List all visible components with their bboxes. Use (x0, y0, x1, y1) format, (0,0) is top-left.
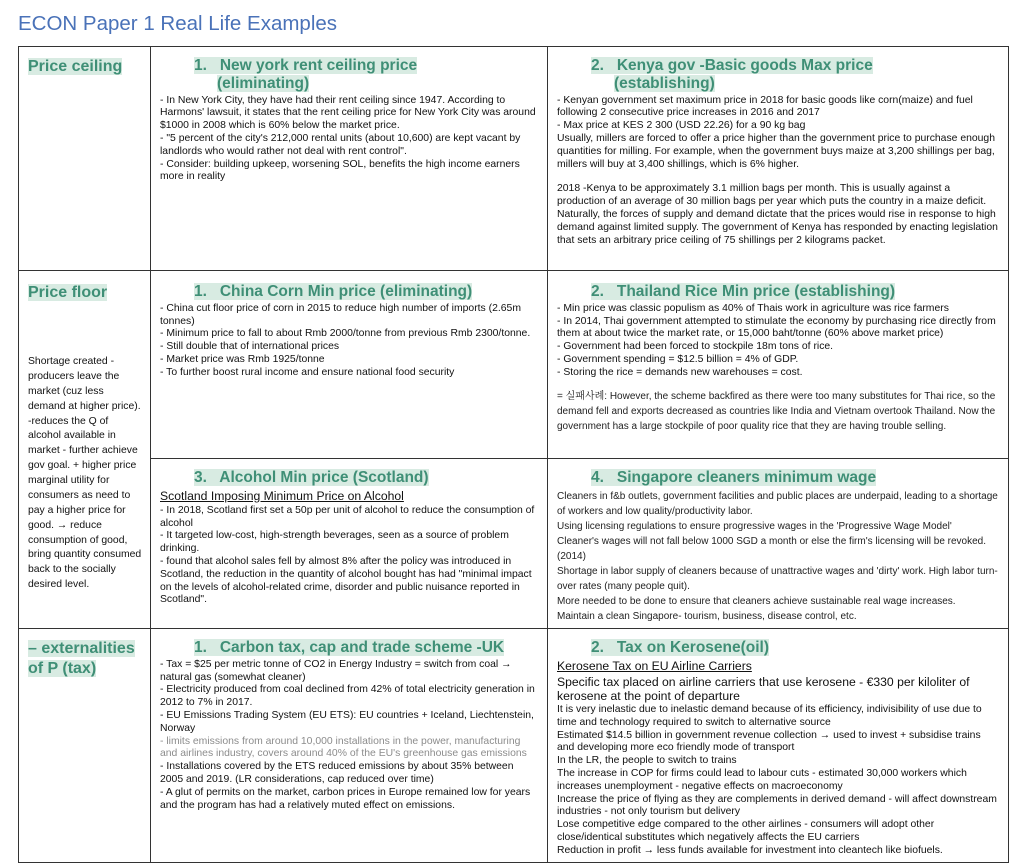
example-line: - Kenyan government set maximum price in 2018 for basic goods like corn(maize) and fuel following 2 consecutive price increases in 2016 and 2017 (557, 94, 973, 119)
example-title: 1. New york rent ceiling price (eliminating) (194, 57, 418, 92)
example-line: More needed to be done to ensure that cleaners achieve sustainable real wage increases. (557, 595, 956, 607)
example-line: - EU Emissions Trading System (EU ETS): EU countries + Iceland, Liechtenstein, Norway (160, 710, 534, 734)
example-line: - Market price was Rmb 1925/tonne (160, 354, 325, 365)
example-subtitle: Scotland Imposing Minimum Price on Alcohol (160, 488, 404, 503)
row-label-cell (19, 629, 151, 863)
example-line: Maintain a clean Singapore- tourism, business, disease control, etc. (557, 610, 857, 622)
example-line: 2018 -Kenya to be approximately 3.1 million bags per month. This is usually against a production of an average of 30 million bags per year which puts the country in a maize deficit. Naturally, the forces of supply and demand dictate that the prices would rise in response to high demand against limited supply. The government of Kenya has responded by enacting legislation that sets an arbitrary price ceiling of 75 shillings per 2 kilograms packet. (557, 183, 998, 246)
example-line: - Government had been forced to stockpile 18m tons of rice. (557, 341, 834, 353)
examples-table (18, 46, 1009, 863)
example-line: - China cut floor price of corn in 2015 to reduce high number of imports (2.65m tonnes) (160, 302, 521, 327)
example-line: - Consider: building upkeep, worsening SOL, benefits the high income earners more in reality (160, 158, 520, 183)
example-line: - Installations covered by the ETS reduced emissions by about 35% between 2005 and 2019. (LR considerations, cap reduced over time) (160, 761, 514, 785)
table-row (19, 459, 1009, 629)
table-row (19, 629, 1009, 863)
example-line: - "5 percent of the city's 212,000 rental units (about 10,600) are kept vacant by landlords who would rather not deal with rent control". (160, 133, 521, 157)
example-line: Cleaner's wages will not fall below 1000 SGD a month or else the firm's licensing will be revoked. (2014) (557, 535, 987, 562)
example-title: 3. Alcohol Min price (Scotland) (194, 469, 429, 486)
example-spec: Specific tax placed on airline carriers that use kerosene - €330 per kiloliter of kerosene at the point of departure (557, 674, 970, 704)
example-subtitle: Kerosene Tax on EU Airline Carriers (557, 658, 752, 673)
example-line: - Max price at KES 2 300 (USD 22.26) for a 90 kg bag (557, 120, 806, 132)
example-cell (548, 459, 1009, 629)
example-title: 2. Kenya gov -Basic goods Max price (establishing) (591, 57, 873, 92)
example-line: - In 2018, Scotland first set a 50p per unit of alcohol to reduce the consumption of alcohol (160, 504, 535, 529)
example-line: - found that alcohol sales fell by almost 8% after the policy was introduced in Scotland, the reduction in the quantity of alcohol bought has had "minimal impact on the levels of alcohol-related crime, disorder and public nuisance reported in Scotland". (160, 556, 532, 606)
example-line: Shortage in labor supply of cleaners because of unattractive wages and 'dirty' work. High labor turn-over rates (many people quit). (557, 565, 998, 592)
row-note: Shortage created - producers leave the market (cuz less demand at higher price). -reduces the Q of alcohol available in market - further achieve gov goal. + higher price marginal utility for consumers as need to pay a higher price for good. → reduce consumption of good, bring quantity consumed back to the socially desired level. (28, 356, 142, 591)
example-line: - In New York City, they have had their rent ceiling since 1947. According to Harmons' lawsuit, it states that the rent ceiling price for New York City was around $1000 in 2008 which is 60% below the market price. (160, 94, 536, 132)
example-title: 2. Tax on Kerosene(oil) (591, 639, 770, 656)
row-label: – externalities of P (tax) (28, 640, 135, 677)
example-line: Lose competitive edge compared to the other airlines - consumers will adopt other close/identical substitutes which negatively affects the EU carriers (557, 819, 935, 844)
table-row (19, 47, 1009, 271)
example-cell (548, 629, 1009, 863)
example-line: - A glut of permits on the market, carbon prices in Europe remained low for years and the program has had a relatively muted effect on emissions. (160, 786, 531, 811)
example-cell (151, 459, 548, 629)
example-line: Estimated $14.5 billion in government revenue collection → used to invest + subsidise trains and developing more eco friendly mode of transport (557, 729, 981, 754)
example-line: - Min price was classic populism as 40% of Thais work in agriculture was rice farmers (557, 302, 949, 314)
example-line: The increase in COP for firms could lead to labour cuts - estimated 30,000 workers which increases unemployment - negative effects on macroeconomy (557, 768, 967, 792)
example-line: In the LR, the people to switch to trains (557, 755, 737, 767)
row-label-cell (19, 47, 151, 271)
example-line: - Government spending = $12.5 billion = 4% of GDP. (557, 354, 799, 365)
example-title: 1. Carbon tax, cap and trade scheme -UK (194, 639, 505, 656)
example-cell (548, 271, 1009, 459)
example-line: - Tax = $25 per metric tonne of CO2 in Energy Industry = switch from coal → natural gas (somewhat cleaner) (160, 658, 512, 683)
example-title: 4. Singapore cleaners minimum wage (591, 469, 877, 486)
example-cell (151, 271, 548, 459)
example-line: It is very inelastic due to inelastic demand because of its efficiency, indivisibility of use due to time and technology required to switch to alternative source (557, 704, 982, 728)
example-line: Reduction in profit → less funds available for investment into cleantech like biofuels. (557, 844, 943, 856)
example-line: Usually, millers are forced to offer a price higher than the government price to purchase enough quantities for milling. For example, when the government buys maize at 3,200 shillings per bag, millers will buy at 3,400 shillings, which is 6% higher. (557, 133, 995, 170)
example-line: - It targeted low-cost, high-strength beverages, seen as a source of problem drinking. (160, 530, 509, 555)
example-line: - Still double that of international prices (160, 341, 340, 353)
example-line: - To further boost rural income and ensure national food security (160, 366, 455, 378)
example-title: 1. China Corn Min price (eliminating) (194, 283, 473, 300)
example-line: Using licensing regulations to ensure progressive wages in the 'Progressive Wage Model' (557, 520, 952, 532)
example-line: - Electricity produced from coal declined from 42% of total electricity generation in 2012 to 7% in 2017. (160, 684, 535, 709)
document-title: ECON Paper 1 Real Life Examples (18, 12, 338, 35)
example-line: - limits emissions from around 10,000 installations in the power, manufacturing and airlines industry, covers around 40% of the EU's greenhouse gas emissions (160, 735, 527, 760)
row-label: Price ceiling (28, 58, 123, 75)
example-line: - Storing the rice = demands new warehouses = cost. (557, 366, 803, 378)
row-label: Price floor (28, 284, 108, 301)
example-title: 2. Thailand Rice Min price (establishing) (591, 283, 896, 300)
example-line: Increase the price of flying as they are complements in derived demand - will affect downstream industries - not only tourism but delivery (557, 793, 997, 818)
table-row (19, 271, 1009, 459)
example-cell (151, 47, 548, 271)
example-line: - In 2014, Thai government attempted to stimulate the economy by purchasing rice directly from them at about twice the market rate, or 15,000 baht/tonne (60% above market price) (557, 315, 996, 340)
example-line: - Minimum price to fall to about Rmb 2000/tonne from previous Rmb 2300/tonne. (160, 328, 531, 340)
example-cell (151, 629, 548, 863)
row-label-cell (19, 271, 151, 629)
example-line: Cleaners in f&b outlets, government facilities and public places are underpaid, leading to a shortage of workers and low quality/productivity labor. (557, 490, 998, 517)
example-cell (548, 47, 1009, 271)
example-line: = 실패사례: However, the scheme backfired as there were too many substitutes for Thai rice, so the demand fell and exports decreased as countries like India and Vietnam overtook Thailand. Now the government has a large stockpile of poor quality rice that they are having trouble selling. (557, 390, 996, 432)
